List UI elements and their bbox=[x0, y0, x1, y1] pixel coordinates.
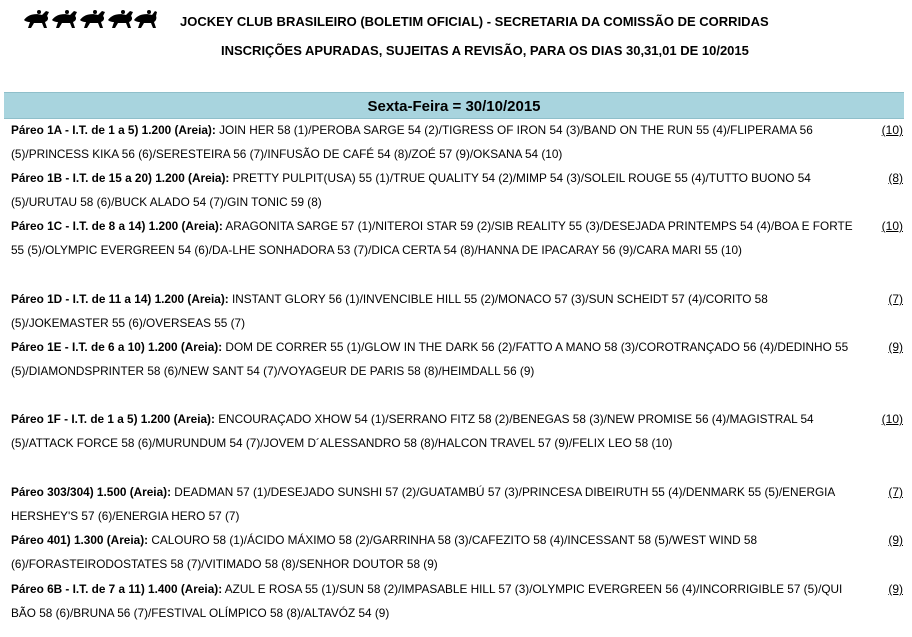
race-count-link[interactable]: (9) bbox=[888, 582, 903, 596]
bulletin-header: JOCKEY CLUB BRASILEIRO (BOLETIM OFICIAL) - SECRETARIA DA COMISSÃO DE CORRIDAS bbox=[180, 14, 769, 29]
race-entries: JOIN HER 58 (1)/PEROBA SARGE 54 (2)/TIGRESS OF IRON 54 (3)/BAND ON THE RUN 55 (4)/FLIPERAMA 56 (5)/PRINCESS KIKA 56 (6)/SERESTEIRA 56 (7)/INFUSÃO DE CAFÉ 54 (8)/ZOÉ 57 (9)/OKSANA 54 (10) bbox=[11, 123, 813, 162]
race-block bbox=[11, 166, 903, 215]
race-entries: ENCOURAÇADO XHOW 54 (1)/SERRANO FITZ 58 (2)/BENEGAS 58 (3)/NEW PROMISE 56 (4)/MAGISTRAL 54 (5)/ATTACK FORCE 58 (6)/MURUNDUM 54 (7)/JOVEM D´ALESSANDRO 58 (8)/HALCON TRAVEL 57 (9)/FELIX LEO 58 (10) bbox=[11, 412, 814, 451]
race-count-link[interactable]: (10) bbox=[881, 123, 903, 137]
race-count-link[interactable]: (10) bbox=[881, 219, 903, 233]
race-title: Páreo 6B - I.T. de 7 a 11) 1.400 (Areia): bbox=[11, 582, 223, 596]
race-entries: AZUL E ROSA 55 (1)/SUN 58 (2)/IMPASABLE HILL 57 (3)/OLYMPIC EVERGREEN 56 (4)/INCORRIGIBLE 57 (5)/QUI BÃO 58 (6)/BRUNA 56 (7)/FESTIVAL OLÍMPICO 58 (8)/ALTAVÓZ 54 (9) bbox=[11, 582, 843, 621]
day-title: Sexta-Feira = 30/10/2015 bbox=[4, 92, 904, 119]
race-entries: CALOURO 58 (1)/ÁCIDO MÁXIMO 58 (2)/GARRINHA 58 (3)/CAFEZITO 58 (4)/INCESSANT 58 (5)/WEST WIND 58 (6)/FORASTEIRODOSTATES 58 (7)/VITIMADO 58 (8)/SENHOR DOUTOR 58 (9) bbox=[11, 533, 758, 572]
race-block bbox=[11, 528, 903, 577]
race-block bbox=[11, 118, 903, 167]
race-entries: PRETTY PULPIT(USA) 55 (1)/TRUE QUALITY 54 (2)/MIMP 54 (3)/SOLEIL ROUGE 55 (4)/TUTTO BUONO 54 (5)/URUTAU 58 (6)/BUCK ALADO 54 (7)/GIN TONIC 59 (8) bbox=[11, 171, 811, 210]
race-title: Páreo 1F - I.T. de 1 a 5) 1.200 (Areia): bbox=[11, 412, 215, 426]
race-block bbox=[11, 480, 903, 529]
race-title: Páreo 1E - I.T. de 6 a 10) 1.200 (Areia): bbox=[11, 340, 223, 354]
race-title: Páreo 1C - I.T. de 8 a 14) 1.200 (Areia): bbox=[11, 219, 223, 233]
race-count-link[interactable]: (8) bbox=[888, 171, 903, 185]
race-count-link[interactable]: (9) bbox=[888, 340, 903, 354]
race-title: Páreo 1D - I.T. de 11 a 14) 1.200 (Areia): bbox=[11, 292, 229, 306]
race-title: Páreo 1A - I.T. de 1 a 5) 1.200 (Areia): bbox=[11, 123, 216, 137]
race-title: Páreo 1B - I.T. de 15 a 20) 1.200 (Areia): bbox=[11, 171, 230, 185]
race-entries: ARAGONITA SARGE 57 (1)/NITEROI STAR 59 (2)/SIB REALITY 55 (3)/DESEJADA PRINTEMPS 54 (4)/BOA E FORTE 55 (5)/OLYMPIC EVERGREEN 54 (6)/DA-LHE SONHADORA 53 (7)/DICA CERTA 54 (8)/HANNA DE IPACARAY 56 (9)/CARA MARI 55 (10) bbox=[11, 219, 853, 258]
race-count-link[interactable]: (7) bbox=[888, 485, 903, 499]
race-block bbox=[11, 287, 903, 336]
race-block bbox=[11, 577, 903, 626]
race-count-link[interactable]: (10) bbox=[881, 412, 903, 426]
race-entries: INSTANT GLORY 56 (1)/INVENCIBLE HILL 55 (2)/MONACO 57 (3)/SUN SCHEIDT 57 (4)/CORITO 58 (5)/JOKEMASTER 55 (6)/OVERSEAS 55 (7) bbox=[11, 292, 768, 331]
race-block bbox=[11, 214, 903, 263]
race-count-link[interactable]: (7) bbox=[888, 292, 903, 306]
race-title: Páreo 303/304) 1.500 (Areia): bbox=[11, 485, 172, 499]
bulletin-subheader: INSCRIÇÕES APURADAS, SUJEITAS A REVISÃO, PARA OS DIAS 30,31,01 DE 10/2015 bbox=[221, 43, 749, 58]
race-title: Páreo 401) 1.300 (Areia): bbox=[11, 533, 149, 547]
race-entries: DOM DE CORRER 55 (1)/GLOW IN THE DARK 56 (2)/FATTO A MANO 58 (3)/COROTRANÇADO 56 (4)/DEDINHO 55 (5)/DIAMONDSPRINTER 58 (6)/NEW SANT 54 (7)/VOYAGEUR DE PARIS 58 (8)/HEIMDALL 56 (9) bbox=[11, 340, 849, 379]
race-entries: DEADMAN 57 (1)/DESEJADO SUNSHI 57 (2)/GUATAMBÚ 57 (3)/PRINCESA DIBEIRUTH 55 (4)/DENMARK 55 (5)/ENERGIA HERSHEY'S 57 (6)/ENERGIA HERO 57 (7) bbox=[11, 485, 835, 524]
race-block bbox=[11, 335, 903, 384]
race-block bbox=[11, 407, 903, 456]
racehorses-logo bbox=[22, 6, 158, 30]
race-count-link[interactable]: (9) bbox=[888, 533, 903, 547]
